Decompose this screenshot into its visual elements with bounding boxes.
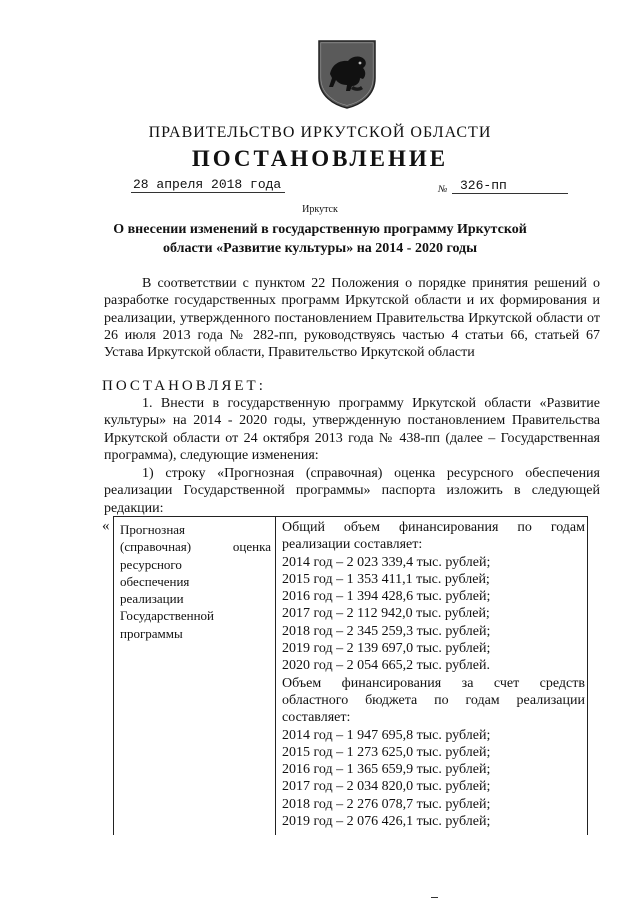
- justified-word: объем: [343, 520, 381, 535]
- justified-word: за: [461, 675, 474, 691]
- postanovlyaet-heading: ПОСТАНОВЛЯЕТ:: [102, 378, 266, 394]
- total-intro-line: реализации составляет:: [282, 537, 423, 553]
- irkutsk-coat-of-arms-icon: [316, 38, 378, 110]
- justified-word: по: [517, 520, 532, 535]
- justified-word: финансирования: [398, 520, 499, 535]
- total-financing-row: 2015 год – 1 353 411,1 тыс. рублей;: [282, 571, 490, 587]
- total-financing-row: 2019 год – 2 139 697,0 тыс. рублей;: [282, 641, 491, 657]
- item-1-paragraph: 1. Внести в государственную программу Иркутской области «Развитие культуры» на 2014 - 2020 годы, утвержденную постановлением Правительства Иркутской области от 24 октября 2013 года № 438-пп (далее – Государственная программа), следующие изменения:: [104, 396, 600, 463]
- justified-word: областного: [282, 692, 349, 708]
- justified-word: по: [434, 692, 449, 708]
- label-line: ресурсного: [120, 556, 182, 572]
- item-1-1-paragraph: 1) строку «Прогнозная (справочная) оценка ресурсного обеспечения реализации Государственной программы» паспорта изложить в следующей редакции:: [104, 466, 600, 516]
- justified-word: бюджета: [365, 692, 418, 708]
- document-title: [80, 220, 560, 258]
- regional-intro-line: составляет:: [282, 710, 351, 726]
- total-financing-row: 2016 год – 1 394 428,6 тыс. рублей;: [282, 589, 491, 605]
- page-footer-mark: [431, 897, 438, 898]
- justified-word: финансирования: [341, 675, 442, 691]
- label-line: программы: [120, 625, 183, 641]
- regional-financing-list: [282, 727, 585, 831]
- resource-table-label-cell: [114, 517, 276, 835]
- total-financing-row: 2017 год – 2 112 942,0 тыс. рублей;: [282, 606, 490, 622]
- title-line: области «Развитие культуры» на 2014 - 2020 годы: [162, 241, 478, 256]
- regional-intro-line: [282, 692, 585, 709]
- justified-word: Объем: [282, 675, 322, 691]
- document-type: ПОСТАНОВЛЕНИЕ: [191, 146, 449, 171]
- total-financing-row: 2014 год – 2 023 339,4 тыс. рублей;: [282, 554, 491, 570]
- regional-financing-row: 2015 год – 1 273 625,0 тыс. рублей;: [282, 744, 491, 760]
- regional-financing-row: 2017 год – 2 034 820,0 тыс. рублей;: [282, 779, 491, 795]
- regional-financing-row: 2016 год – 1 365 659,9 тыс. рублей;: [282, 762, 491, 778]
- title-line: О внесении изменений в государственную программу Иркутской: [113, 222, 527, 237]
- label-line: реализации: [120, 591, 184, 607]
- opening-quote: «: [102, 518, 110, 534]
- regional-financing-row: 2014 год – 1 947 695,8 тыс. рублей;: [282, 727, 491, 743]
- regional-financing-row: 2019 год – 2 076 426,1 тыс. рублей;: [282, 814, 491, 830]
- city-name: Иркутск: [302, 204, 338, 215]
- document-date: 28 апреля 2018 года: [131, 177, 285, 193]
- resource-table: [113, 516, 588, 835]
- justified-word: счет: [493, 675, 520, 691]
- label-line: [120, 538, 271, 555]
- label-line: Прогнозная: [120, 522, 186, 537]
- document-number: 326-пп: [452, 178, 568, 194]
- justified-word: оценка: [232, 539, 271, 555]
- total-financing-list: [282, 554, 585, 675]
- total-financing-row: 2020 год – 2 054 665,2 тыс. рублей.: [282, 658, 490, 674]
- justified-word: годам: [465, 692, 500, 708]
- government-name: ПРАВИТЕЛЬСТВО ИРКУТСКОЙ ОБЛАСТИ: [148, 124, 492, 141]
- regional-financing-row: 2018 год – 2 276 078,7 тыс. рублей;: [282, 796, 491, 812]
- total-financing-row: 2018 год – 2 345 259,3 тыс. рублей;: [282, 623, 491, 639]
- justified-word: годам: [550, 520, 585, 535]
- justified-word: (справочная): [120, 539, 192, 555]
- justified-word: Общий: [282, 520, 325, 535]
- label-line: обеспечения: [120, 573, 190, 589]
- total-intro-line: [282, 519, 585, 536]
- preamble-paragraph: В соответствии с пунктом 22 Положения о порядке принятия решений о разработке государственных программ Иркутской области и их формирования и реализации, утвержденного постановлением Правительства Иркутской области от 26 июля 2013 года № 282-пп, руководствуясь частью 4 статьи 66, статьей 67 Устава Иркутской области, Правительство Иркутской области: [104, 276, 600, 361]
- regional-intro-line: [282, 675, 585, 692]
- justified-word: средств: [539, 675, 585, 691]
- justified-word: реализации: [516, 692, 585, 708]
- resource-table-value-cell: [277, 517, 587, 830]
- number-label: №: [438, 184, 448, 195]
- label-line: Государственной: [120, 608, 215, 624]
